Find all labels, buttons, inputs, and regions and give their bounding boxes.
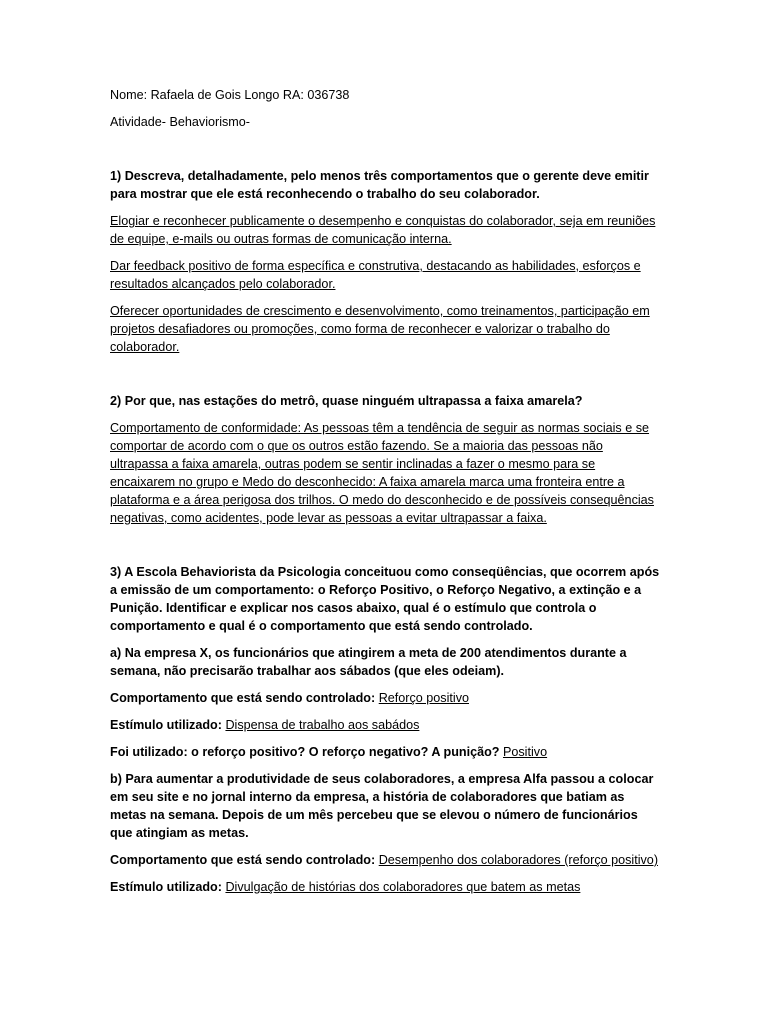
behavior-label: Comportamento que está sendo controlado: [110,853,376,867]
case-b-behavior [110,851,662,869]
used-value: Positivo [502,745,548,759]
question-1: 1) Descreva, detalhadamente, pelo menos três comportamentos que o gerente deve emitir para mostrar que ele está reconhecendo o trabalho do seu colaborador. [110,169,649,201]
stimulus-value: Dispensa de trabalho aos sabádos [225,718,420,732]
stimulus-label: Estímulo utilizado: [110,718,222,732]
case-a-used [110,743,662,761]
question-3: 3) A Escola Behaviorista da Psicologia conceituou como conseqüências, que ocorrem após a emissão de um comportamento: o Reforço Positivo, o Reforço Negativo, a extinção e a Punição. Identificar e explicar nos casos abaixo, qual é o estímulo que controla o comportamento e qual é o comportamento que está sendo controlado. [110,565,660,633]
used-label: Foi utilizado: o reforço positivo? O reforço negativo? A punição? [110,745,500,759]
stimulus-value: Divulgação de histórias dos colaboradores que batem as metas [225,880,581,894]
case-a-stimulus [110,716,662,734]
answer-1-item: Dar feedback positivo de forma específica e construtiva, destacando as habilidades, esforços e resultados alcançados pelo colaborador. [110,259,641,291]
case-a: a) Na empresa X, os funcionários que atingirem a meta de 200 atendimentos durante a semana, não precisarão trabalhar aos sábados (que eles odeiam). [110,646,627,678]
behavior-value: Desempenho dos colaboradores (reforço positivo) [378,853,659,867]
behavior-label: Comportamento que está sendo controlado: [110,691,376,705]
behavior-value: Reforço positivo [378,691,469,705]
case-b-stimulus [110,878,662,896]
case-b: b) Para aumentar a produtividade de seus colaboradores, a empresa Alfa passou a colocar em seu site e no jornal interno da empresa, a história de colaboradores que batiam as metas na semana. Depois de um mês percebeu que se elevou o número de funcionários que atingiam as metas. [110,772,654,840]
document-page [110,86,662,905]
activity-title: Atividade- Behaviorismo- [110,115,250,129]
answer-2: Comportamento de conformidade: As pessoas têm a tendência de seguir as normas sociais e se comportar de acordo com o que os outros estão fazendo. Se a maioria das pessoas não ultrapassa a faixa amarela, outras podem se sentir inclinadas a fazer o mesmo para se encaixarem no grupo e Medo do desconhecido: A faixa amarela marca uma fronteira entre a plataforma e a área perigosa dos trilhos. O medo do desconhecido e de possíveis consequências negativas, como acidentes, pode levar as pessoas a evitar ultrapassar a faixa. [110,421,654,525]
student-name-line: Nome: Rafaela de Gois Longo RA: 036738 [110,88,350,102]
stimulus-label: Estímulo utilizado: [110,880,222,894]
question-2: 2) Por que, nas estações do metrô, quase ninguém ultrapassa a faixa amarela? [110,394,583,408]
answer-1-item: Oferecer oportunidades de crescimento e desenvolvimento, como treinamentos, participação em projetos desafiadores ou promoções, como forma de reconhecer e valorizar o trabalho do colaborador. [110,304,650,354]
case-a-behavior [110,689,662,707]
answer-1-item: Elogiar e reconhecer publicamente o desempenho e conquistas do colaborador, seja em reuniões de equipe, e-mails ou outras formas de comunicação interna. [110,214,656,246]
